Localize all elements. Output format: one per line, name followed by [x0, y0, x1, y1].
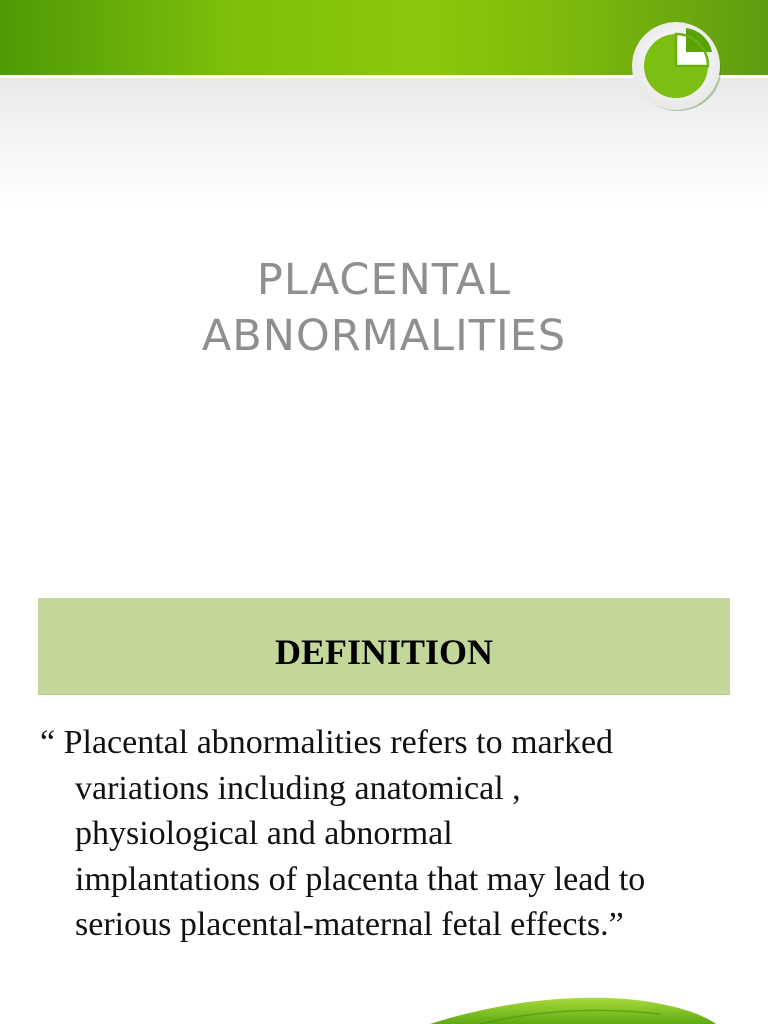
slide-title [0, 252, 768, 364]
pie-chart-logo-icon [628, 20, 738, 112]
definition-line: physiological and abnormal [75, 815, 453, 852]
definition-heading: DEFINITION [274, 632, 494, 672]
definition-line: serious placental-maternal fetal effects.” [75, 906, 624, 943]
slide-title-line: PLACENTAL [256, 255, 512, 305]
definition-text [40, 720, 740, 948]
definition-line: “ Placental abnormalities refers to marked [40, 724, 614, 761]
definition-line: variations including anatomical , [75, 769, 521, 807]
slide-title-line: ABNORMALITIES [201, 311, 567, 361]
green-leaf-decoration [420, 990, 720, 1024]
definition-line: implantations of placenta that may lead to [75, 860, 646, 898]
